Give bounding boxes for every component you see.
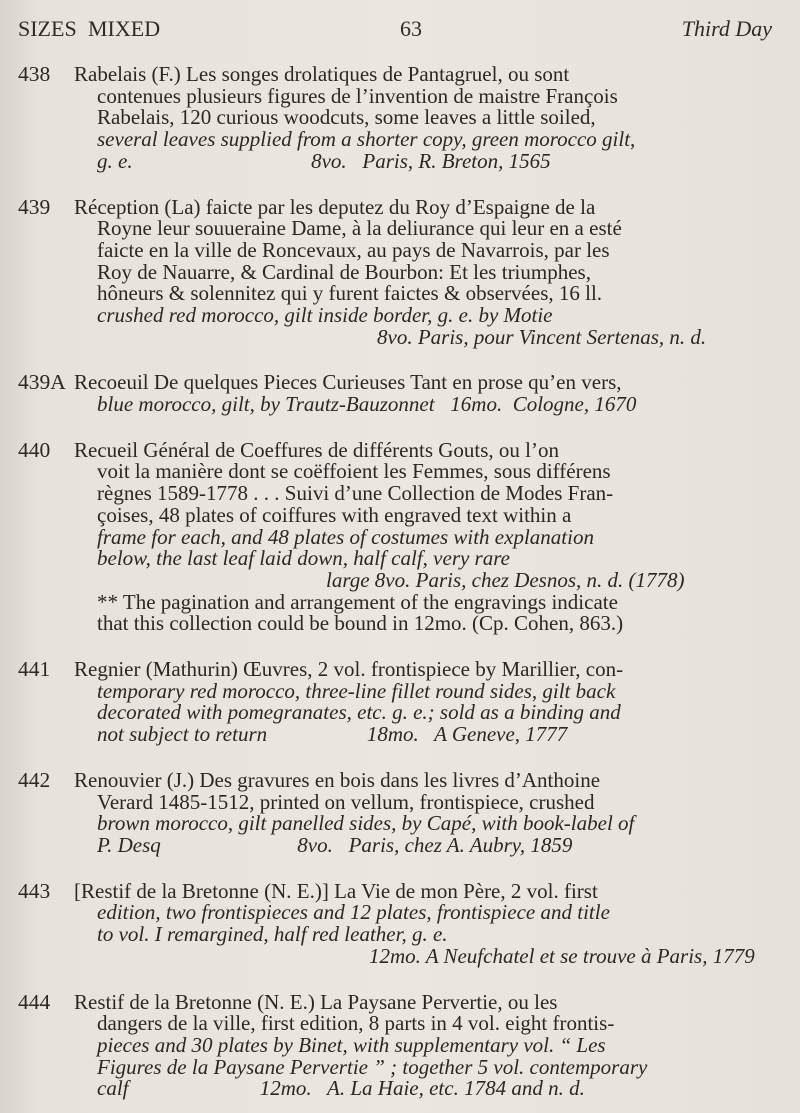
- entry-line: calf 12mo. A. La Haie, etc. 1784 and n. d.: [97, 1076, 585, 1101]
- entry-line: Verard 1485-1512, printed on vellum, frontispiece, crushed: [97, 789, 595, 814]
- lot-number: 438: [18, 62, 51, 86]
- entry-line: 12mo. A Neufchatel et se trouve à Paris, 1779: [369, 943, 755, 968]
- entry-line: ** The pagination and arrangement of the engravings indicate: [97, 589, 618, 614]
- entry-line: Renouvier (J.) Des gravures en bois dans les livres d’Anthoine: [74, 767, 601, 792]
- entry-text: [74, 437, 784, 636]
- entry-line: Recoeuil De quelques Pieces Curieuses Tant en prose qu’en vers,: [74, 370, 622, 395]
- entry-line: to vol. I remargined, half red leather, g. e.: [97, 922, 448, 947]
- lot-number: 439: [18, 194, 51, 219]
- entry-text: [74, 194, 784, 349]
- entry-line: temporary red morocco, three-line fillet round sides, gilt back: [97, 678, 616, 703]
- entry-text: [74, 372, 784, 415]
- entry-line: frame for each, and 48 plates of costumes with explanation: [97, 524, 594, 549]
- entry-text: [74, 989, 784, 1101]
- entry-line: faicte en la ville de Roncevaux, au pays de Navarrois, par les: [97, 237, 610, 262]
- entry-line: règnes 1589-1778 . . . Suivi d’une Collection de Modes Fran-: [97, 481, 614, 506]
- entry-line: Figures de la Paysane Pervertie ” ; together 5 vol. contemporary: [97, 1054, 648, 1079]
- entry-line: crushed red morocco, gilt inside border, g. e. by Motie: [97, 302, 553, 327]
- entry-line: blue morocco, gilt, by Trautz-Bauzonnet 16mo. Cologne, 1670: [97, 392, 637, 417]
- entry-line: Recueil Général de Coeffures de différents Gouts, ou l’on: [74, 437, 559, 462]
- entry-line: P. Desq 8vo. Paris, chez A. Aubry, 1859: [97, 832, 573, 857]
- entry-line: 8vo. Paris, pour Vincent Sertenas, n. d.: [377, 324, 707, 349]
- entry-line: hôneurs & solennitez qui y furent faictes & observées, 16 ll.: [97, 281, 603, 306]
- lot-number: 440: [18, 437, 51, 462]
- entry-line: Rabelais (F.) Les songes drolatiques de Pantagruel, ou sont: [74, 62, 570, 86]
- entry-line: çoises, 48 plates of coiffures with engraved text within a: [97, 502, 572, 527]
- lot-number: 442: [18, 767, 51, 792]
- lot-number: 441: [18, 657, 51, 682]
- entry-line: contenues plusieurs figures de l’invention de maistre François: [97, 83, 618, 108]
- lot-number: 443: [18, 878, 51, 903]
- entry-line: not subject to return 18mo. A Geneve, 1777: [97, 722, 568, 747]
- entry-line: Regnier (Mathurin) Œuvres, 2 vol. frontispiece by Marillier, con-: [74, 657, 624, 682]
- entry-text: [74, 64, 784, 172]
- entry-line: Restif de la Bretonne (N. E.) La Paysane Pervertie, ou les: [74, 989, 558, 1014]
- entry-line: voit la manière dont se coëffoient les Femmes, sous différens: [97, 459, 611, 484]
- entry-line: dangers de la ville, first edition, 8 parts in 4 vol. eight frontis-: [97, 1011, 615, 1036]
- lot-number: 444: [18, 989, 51, 1014]
- entry-line: g. e. 8vo. Paris, R. Breton, 1565: [97, 148, 551, 173]
- entry-line: Rabelais, 120 curious woodcuts, some leaves a little soiled,: [97, 105, 596, 130]
- page-header: [18, 14, 772, 44]
- entry-line: Réception (La) faicte par les deputez du Roy d’Espaigne de la: [74, 194, 596, 219]
- entry-line: decorated with pomegranates, etc. g. e.; sold as a binding and: [97, 700, 621, 725]
- header-sizes: SIZES: [18, 16, 77, 41]
- page-number: 63: [400, 16, 422, 41]
- header-day: Third Day: [681, 16, 772, 41]
- entry-line: brown morocco, gilt panelled sides, by Capé, with book-label of: [97, 811, 635, 836]
- entry-line: Royne leur souueraine Dame, à la deliurance qui leur en a esté: [97, 216, 622, 241]
- header-mixed: MIXED: [88, 16, 161, 41]
- entry-line: below, the last leaf laid down, half calf, very rare: [97, 546, 510, 571]
- entry-line: several leaves supplied from a shorter copy, green morocco gilt,: [97, 127, 636, 152]
- entry-line: [Restif de la Bretonne (N. E.)] La Vie de mon Père, 2 vol. first: [74, 878, 598, 903]
- entry-line: large 8vo. Paris, chez Desnos, n. d. (1778): [326, 567, 685, 592]
- entry-text: [74, 767, 784, 857]
- entry-line: Roy de Nauarre, & Cardinal de Bourbon: Et les triumphes,: [97, 259, 591, 284]
- entry-text: [74, 659, 784, 746]
- entry-line: pieces and 30 plates by Binet, with supplementary vol. “ Les: [97, 1032, 606, 1057]
- entry-line: that this collection could be bound in 12mo. (Cp. Cohen, 863.): [97, 611, 624, 636]
- lot-number: 439A: [18, 370, 66, 395]
- entry-text: [74, 878, 784, 968]
- entry-line: edition, two frontispieces and 12 plates, frontispiece and title: [97, 900, 610, 925]
